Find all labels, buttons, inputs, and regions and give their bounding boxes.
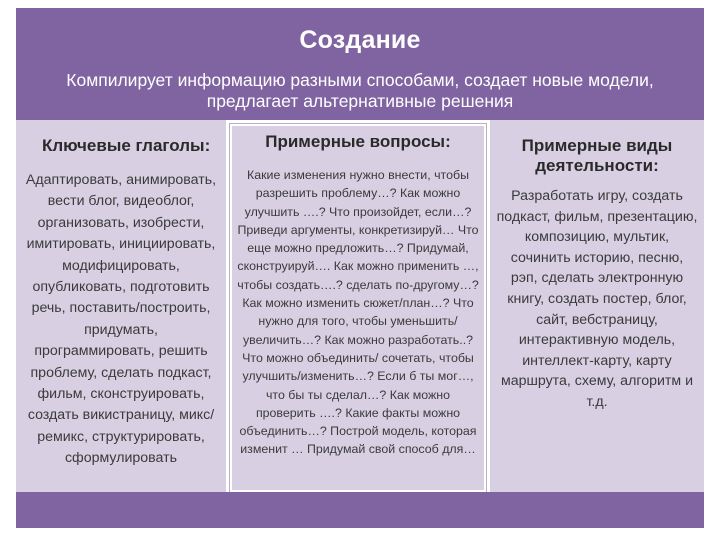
verbs-title: Ключевые глаголы:	[42, 136, 211, 155]
footer-bar	[16, 492, 704, 528]
header-banner	[16, 8, 704, 120]
columns-container	[16, 120, 704, 492]
page-title: Создание	[299, 26, 421, 54]
activities-title: Примерные виды деятельности:	[521, 136, 673, 175]
questions-column	[230, 124, 486, 492]
questions-title: Примерные вопросы:	[265, 132, 451, 151]
verbs-column	[16, 120, 226, 492]
activities-column	[490, 120, 704, 492]
verbs-text: Адаптировать, анимировать, вести блог, видеоблог, организовать, изобрести, имитировать, инициировать, модифицировать, опубликовать, подготовить речь, поставить/построить, придумать, программировать, решить проблему, сделать подкаст, фильм, сконструировать, создать викистраницу, микс/ремикс, структурировать, сформулировать	[25, 172, 217, 467]
page-subtitle: Компилирует информацию разными способами, создает новые модели, предлагает альтернативные решения	[66, 70, 654, 111]
questions-text: Какие изменения нужно внести, чтобы разрешить проблему…? Как можно улучшить ….? Что произойдет, если…? Приведи аргументы, конкретизируй… Что еще можно предложить…? Придумай, сконструируй…. Как можно применить …, чтобы создать….? сделать по-другому…? Как можно изменить сюжет/план…? Что нужно для того, чтобы уменьшить/ увеличить…? Как можно разработать..? Что можно объединить/ сочетать, чтобы улучшить/изменить…? Если б ты мог…, что бы ты сделал…? Как можно проверить ….? Какие факты можно объединить…? Построй модель, которая изменит … Придумай свой способ для…	[237, 168, 479, 457]
activities-text: Разработать игру, создать подкаст, фильм, презентацию, композицию, мультик, сочинить историю, песню, рэп, сделать электронную книгу, создать постер, блог, сайт, вебстраницу, интерактивную модель, интеллект-карту, карту маршрута, схему, алгоритм и т.д.	[496, 188, 698, 410]
